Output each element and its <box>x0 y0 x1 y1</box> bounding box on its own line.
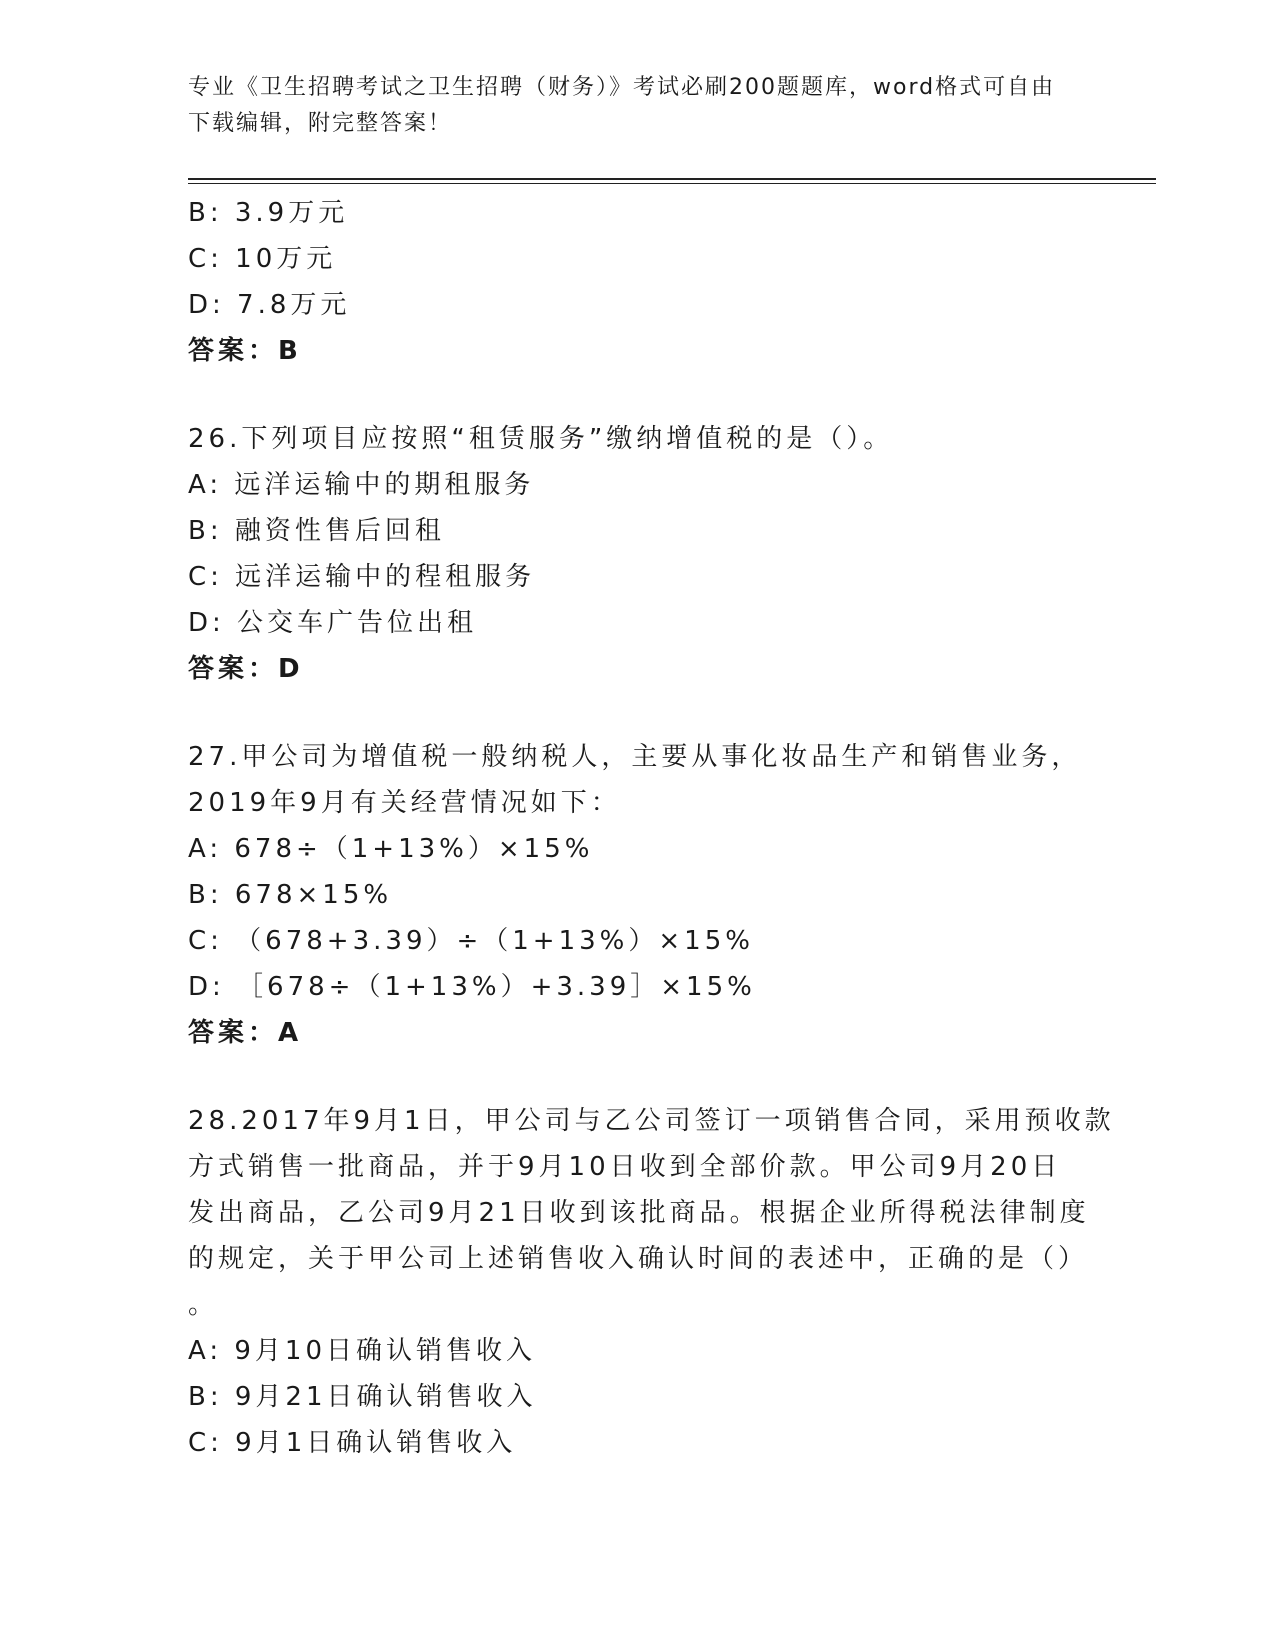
answer-line: 答案：A <box>188 1018 303 1048</box>
option-a: A: 678÷（1+13%）×15% <box>188 834 594 864</box>
option-b: B: 3.9万元 <box>188 198 349 228</box>
answer-line: 答案：B <box>188 336 302 366</box>
question-stem-line: 发出商品，乙公司9月21日收到该批商品。根据企业所得税法律制度 <box>188 1198 1090 1228</box>
previous-question-tail <box>188 190 1088 374</box>
question-stem-line: 27.甲公司为增值税一般纳税人，主要从事化妆品生产和销售业务， <box>188 742 1082 772</box>
question-26 <box>188 416 1088 692</box>
header-rule-thick <box>188 178 1156 180</box>
option-d: D: 公交车广告位出租 <box>188 608 478 638</box>
question-stem-line: 方式销售一批商品，并于9月10日收到全部价款。甲公司9月20日 <box>188 1152 1062 1182</box>
question-stem-line: 28.2017年9月1日，甲公司与乙公司签订一项销售合同，采用预收款 <box>188 1106 1115 1136</box>
question-28 <box>188 1098 1115 1466</box>
option-a: A: 9月10日确认销售收入 <box>188 1336 536 1366</box>
option-b: B: 融资性售后回租 <box>188 516 445 546</box>
option-c: C: 远洋运输中的程租服务 <box>188 562 536 592</box>
option-d: D: 7.8万元 <box>188 290 351 320</box>
option-c: C: （678+3.39）÷（1+13%）×15% <box>188 926 754 956</box>
document-header <box>188 70 1078 142</box>
option-a: A: 远洋运输中的期租服务 <box>188 470 535 500</box>
header-rule-thin <box>188 183 1156 184</box>
question-stem-line: 2019年9月有关经营情况如下： <box>188 788 621 818</box>
option-c: C: 9月1日确认销售收入 <box>188 1428 517 1458</box>
header-title: 专业《卫生招聘考试之卫生招聘（财务）》考试必刷200题题库，word格式可自由下载编辑，附完整答案！ <box>188 75 1056 136</box>
question-27 <box>188 734 1088 1056</box>
question-content <box>188 190 1115 1466</box>
option-b: B: 678×15% <box>188 880 393 910</box>
question-stem-line: 的规定，关于甲公司上述销售收入确认时间的表述中，正确的是（） <box>188 1244 1089 1274</box>
answer-line: 答案：D <box>188 654 304 684</box>
question-stem: 26.下列项目应按照“租赁服务”缴纳增值税的是（）。 <box>188 424 894 454</box>
option-d: D: ［678÷（1+13%）+3.39］×15% <box>188 972 756 1002</box>
option-b: B: 9月21日确认销售收入 <box>188 1382 537 1412</box>
question-stem-line: 。 <box>188 1290 219 1320</box>
option-c: C: 10万元 <box>188 244 337 274</box>
